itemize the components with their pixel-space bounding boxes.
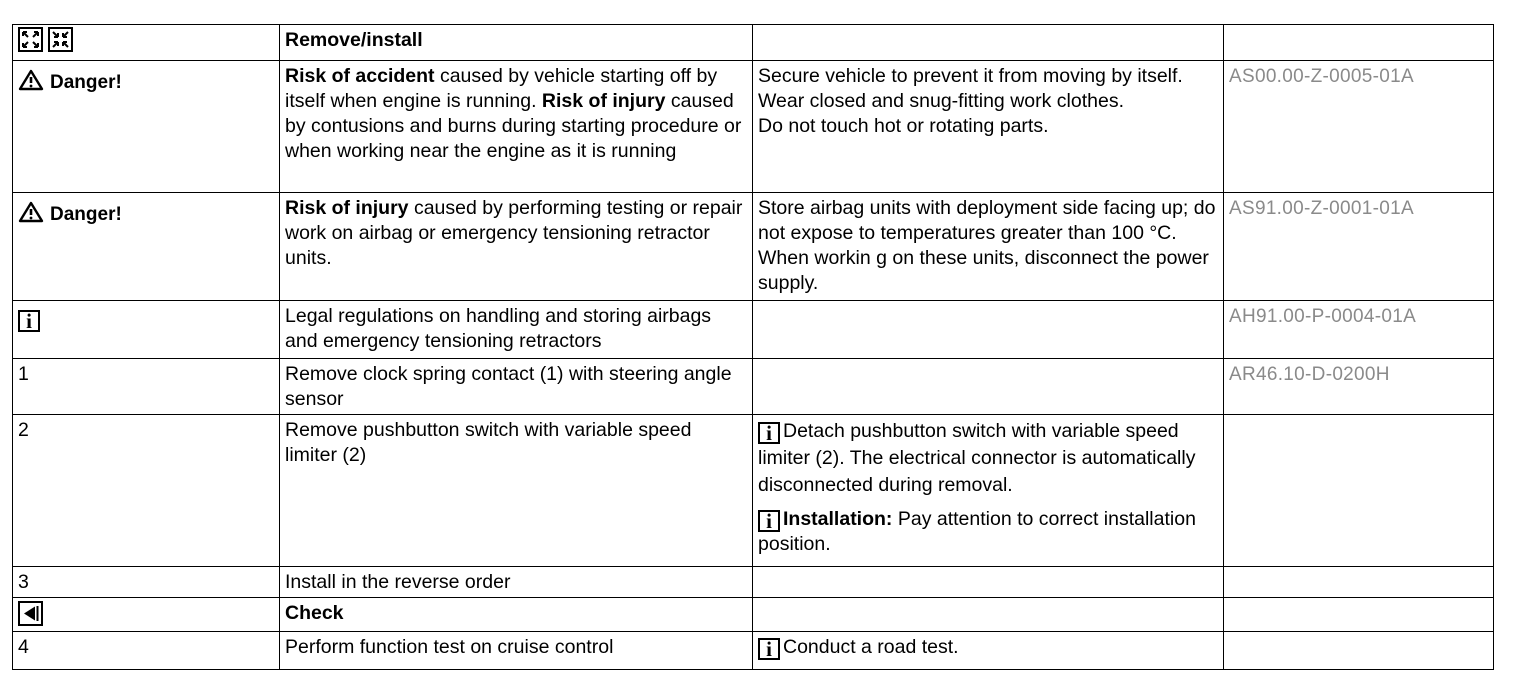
doc-cell: [1224, 359, 1494, 415]
expand-icon[interactable]: [18, 27, 43, 52]
step-text: Perform function test on cruise control: [280, 632, 753, 670]
check-icon[interactable]: [18, 601, 43, 626]
risk-text: caused by contusions and burns during starting procedure or when working near the engine as it is running: [285, 90, 742, 162]
info-icon: i: [758, 638, 780, 660]
note-text: Pay attention to correct installation position.: [758, 508, 1196, 555]
risk-bold: Risk of injury: [541, 90, 666, 112]
note-block: [758, 507, 1219, 557]
danger-label: Danger!: [50, 72, 122, 93]
document-link[interactable]: AR46.10-D-0200H: [1229, 364, 1390, 385]
measure-text: Wear closed and snug-fitting work clothes.: [758, 90, 1124, 112]
measure-text: Do not touch hot or rotating parts.: [758, 115, 1049, 137]
risk-text: caused by vehicle starting off by itself when engine is running.: [285, 65, 718, 112]
risk-cell: [280, 193, 753, 301]
empty-cell: [753, 25, 1224, 61]
section-title: Check: [280, 598, 753, 632]
info-icon: i: [18, 310, 40, 332]
table-row: [13, 567, 1494, 598]
empty-cell: [1224, 567, 1494, 598]
table-row: [13, 598, 1494, 632]
doc-cell: [1224, 61, 1494, 193]
risk-bold: Risk of injury: [285, 197, 409, 219]
table-row: [13, 632, 1494, 670]
icon-cell: [13, 301, 280, 359]
table-row: [13, 25, 1494, 61]
note-block: [758, 418, 1219, 499]
danger-label: Danger!: [50, 204, 122, 225]
warning-triangle-icon: [18, 69, 44, 91]
step-text: Install in the reverse order: [280, 567, 753, 598]
step-text: Legal regulations on handling and storing airbags and emergency tensioning retractors: [280, 301, 753, 359]
empty-cell: [1224, 598, 1494, 632]
collapse-icon[interactable]: [48, 27, 73, 52]
risk-text: caused by performing testing or repair work on airbag or emergency tensioning retractor units.: [285, 197, 743, 269]
table-row: [13, 415, 1494, 567]
info-icon: i: [758, 510, 780, 532]
empty-cell: [1224, 25, 1494, 61]
document-link[interactable]: AS91.00-Z-0001-01A: [1229, 198, 1414, 219]
document-link[interactable]: AH91.00-P-0004-01A: [1229, 306, 1417, 327]
doc-cell: [1224, 193, 1494, 301]
step-text: Remove clock spring contact (1) with steering angle sensor: [280, 359, 753, 415]
table-row: [13, 193, 1494, 301]
doc-cell: [1224, 301, 1494, 359]
note-cell: [753, 415, 1224, 567]
empty-cell: [1224, 415, 1494, 567]
danger-cell: [13, 193, 280, 301]
note-text: Conduct a road test.: [783, 636, 959, 658]
empty-cell: [753, 301, 1224, 359]
icon-cell: [13, 25, 280, 61]
procedure-table: [12, 24, 1494, 670]
table-row: [13, 359, 1494, 415]
empty-cell: [753, 359, 1224, 415]
step-number: 3: [13, 567, 280, 598]
danger-cell: [13, 61, 280, 193]
empty-cell: [753, 567, 1224, 598]
note-bold: Installation:: [783, 508, 893, 530]
empty-cell: [753, 598, 1224, 632]
step-number: 4: [13, 632, 280, 670]
table-row: [13, 61, 1494, 193]
measure-cell: Store airbag units with deployment side facing up; do not expose to temperatures greater than 100 °C. When workin g on these units, disconnect the power supply.: [753, 193, 1224, 301]
measure-cell: [753, 61, 1224, 193]
step-number: 2: [13, 415, 280, 567]
risk-cell: [280, 61, 753, 193]
empty-cell: [1224, 632, 1494, 670]
step-text: Remove pushbutton switch with variable speed limiter (2): [280, 415, 753, 567]
note-cell: [753, 632, 1224, 670]
step-number: 1: [13, 359, 280, 415]
document-link[interactable]: AS00.00-Z-0005-01A: [1229, 66, 1414, 87]
note-text: Detach pushbutton switch with variable speed limiter (2). The electrical connector is automatically disconnected during removal.: [758, 420, 1196, 496]
measure-text: Secure vehicle to prevent it from moving by itself.: [758, 65, 1183, 87]
icon-cell: [13, 598, 280, 632]
warning-triangle-icon: [18, 201, 44, 223]
info-icon: i: [758, 422, 780, 444]
risk-bold: Risk of accident: [285, 65, 435, 87]
section-title: Remove/install: [280, 25, 753, 61]
table-row: [13, 301, 1494, 359]
